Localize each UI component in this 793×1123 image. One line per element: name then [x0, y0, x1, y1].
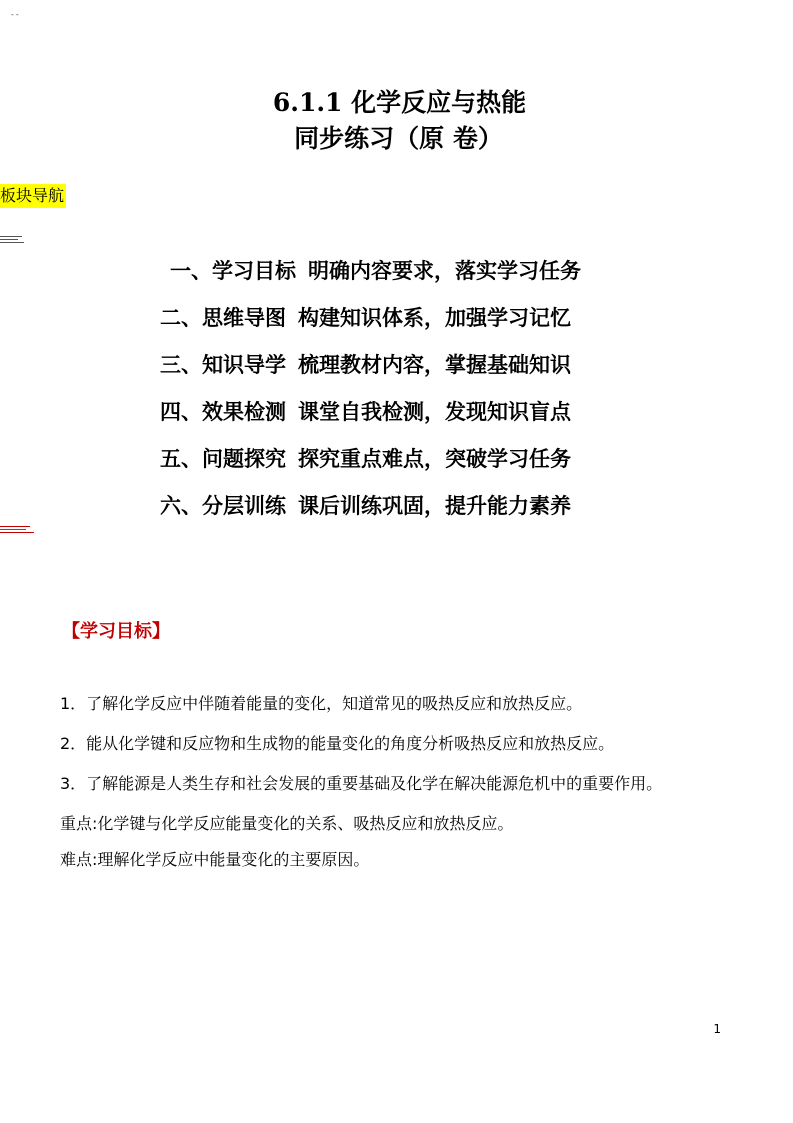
nav-item-4: 四、效果检测 课堂自我检测，发现知识盲点: [160, 400, 571, 424]
objective-3: 3．了解能源是人类生存和社会发展的重要基础及化学在解决能源危机中的重要作用。: [60, 774, 663, 793]
title-line-2: 同步练习（原 卷）: [294, 124, 503, 153]
learning-objectives: [60, 690, 710, 882]
title-line-1: 6.1.1 化学反应与热能: [272, 88, 527, 117]
page-number: 1: [713, 1022, 721, 1036]
key-point: 重点:化学键与化学反应能量变化的关系、吸热反应和放热反应。: [60, 814, 514, 833]
document-title: [0, 86, 793, 156]
nav-item-3: 三、知识导学 梳理教材内容，掌握基础知识: [160, 353, 571, 377]
nav-list: [160, 248, 581, 530]
difficult-point: 难点:理解化学反应中能量变化的主要原因。: [60, 850, 370, 869]
objective-1: 1．了解化学反应中伴随着能量的变化，知道常见的吸热反应和放热反应。: [60, 694, 583, 713]
nav-item-6: 六、分层训练 课后训练巩固，提升能力素养: [160, 494, 571, 518]
section-heading: 【学习目标】: [62, 621, 170, 642]
left-decoration-top: [0, 236, 30, 245]
corner-mark: --: [10, 10, 20, 19]
nav-item-1: 一、学习目标 明确内容要求，落实学习任务: [170, 259, 581, 283]
nav-item-2: 二、思维导图 构建知识体系，加强学习记忆: [160, 306, 571, 330]
objective-2: 2．能从化学键和反应物和生成物的能量变化的角度分析吸热反应和放热反应。: [60, 734, 615, 753]
left-decoration-bottom: [0, 526, 30, 535]
nav-item-5: 五、问题探究 探究重点难点，突破学习任务: [160, 447, 571, 471]
nav-badge: 板块导航: [0, 184, 66, 208]
